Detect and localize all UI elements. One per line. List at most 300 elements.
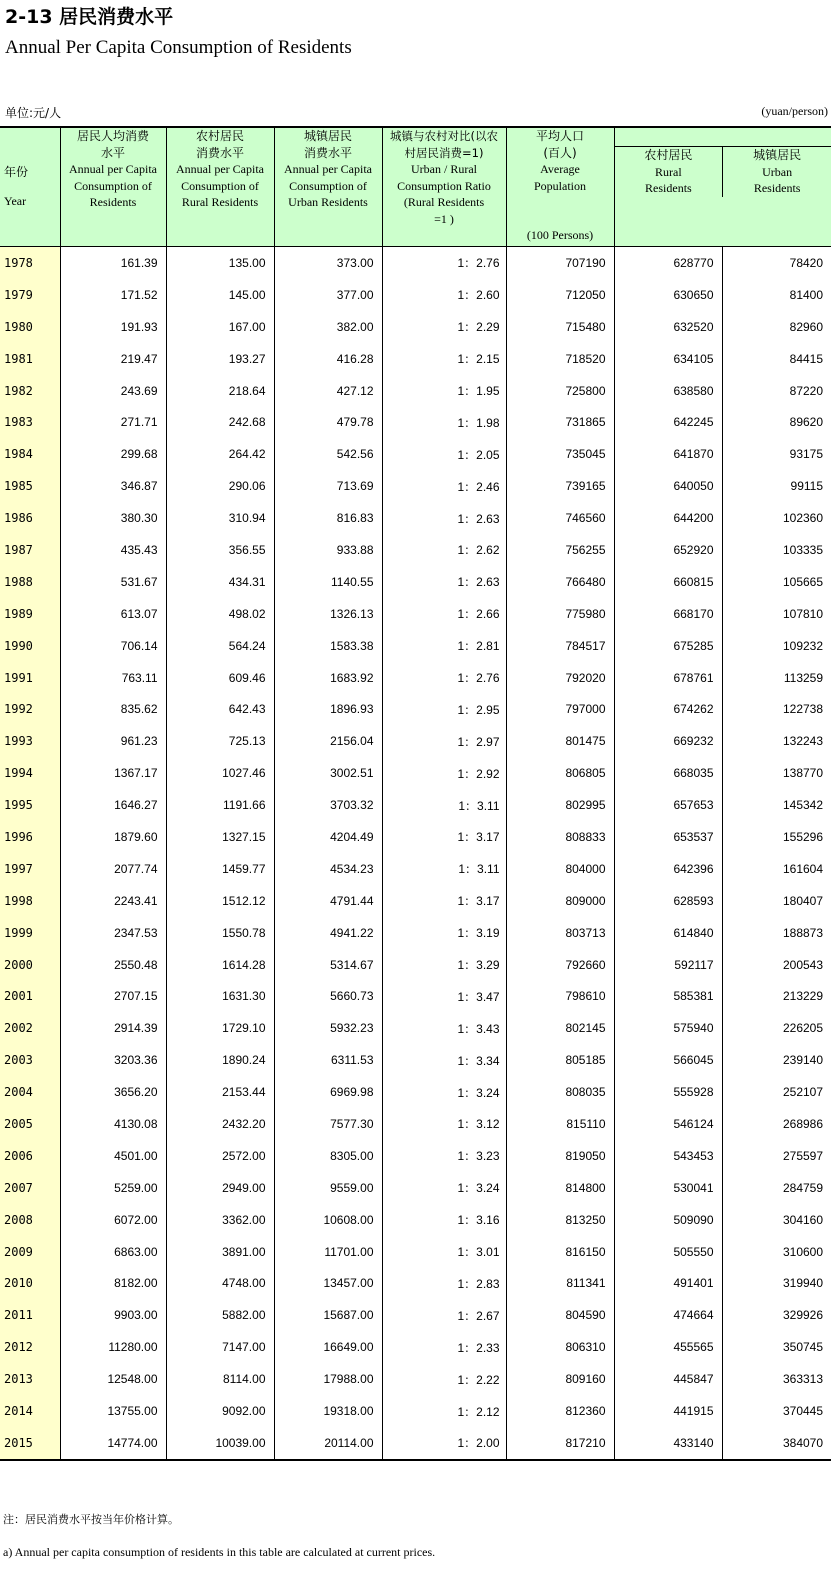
header-col5 bbox=[506, 127, 614, 247]
value-cell: 657653 bbox=[614, 789, 722, 821]
value-cell: 1：3.16 bbox=[382, 1204, 506, 1236]
value-cell: 191.93 bbox=[60, 311, 166, 343]
value-cell: 1：1.98 bbox=[382, 406, 506, 438]
page-title-cn: 2-13 居民消费水平 bbox=[5, 6, 174, 28]
value-cell: 1：3.01 bbox=[382, 1236, 506, 1268]
header-year-cn: 年份 bbox=[4, 165, 29, 180]
unit-label-cn: 单位:元/人 bbox=[5, 106, 62, 120]
table-row bbox=[0, 1044, 831, 1076]
table-row bbox=[0, 1299, 831, 1331]
value-cell: 641870 bbox=[614, 438, 722, 470]
value-cell: 1140.55 bbox=[274, 566, 382, 598]
value-cell: 1：3.17 bbox=[382, 821, 506, 853]
table-row bbox=[0, 375, 831, 407]
value-cell: 445847 bbox=[614, 1363, 722, 1395]
value-cell: 5882.00 bbox=[166, 1299, 274, 1331]
value-cell: 804000 bbox=[506, 853, 614, 885]
value-cell: 1：2.15 bbox=[382, 343, 506, 375]
value-cell: 304160 bbox=[722, 1204, 831, 1236]
value-cell: 815110 bbox=[506, 1108, 614, 1140]
value-cell: 706.14 bbox=[60, 630, 166, 662]
value-cell: 17988.00 bbox=[274, 1363, 382, 1395]
value-cell: 122738 bbox=[722, 693, 831, 725]
value-cell: 1：2.29 bbox=[382, 311, 506, 343]
year-cell: 1992 bbox=[0, 693, 60, 725]
value-cell: 1367.17 bbox=[60, 757, 166, 789]
value-cell: 2572.00 bbox=[166, 1140, 274, 1172]
year-cell: 1985 bbox=[0, 470, 60, 502]
value-cell: 792020 bbox=[506, 662, 614, 694]
value-cell: 809000 bbox=[506, 885, 614, 917]
table-row bbox=[0, 279, 831, 311]
value-cell: 707190 bbox=[506, 247, 614, 279]
value-cell: 113259 bbox=[722, 662, 831, 694]
table-row bbox=[0, 470, 831, 502]
value-cell: 310.94 bbox=[166, 502, 274, 534]
value-cell: 1550.78 bbox=[166, 917, 274, 949]
year-cell: 1983 bbox=[0, 406, 60, 438]
value-cell: 346.87 bbox=[60, 470, 166, 502]
value-cell: 775980 bbox=[506, 598, 614, 630]
table-row bbox=[0, 853, 831, 885]
value-cell: 763.11 bbox=[60, 662, 166, 694]
value-cell: 1：3.11 bbox=[382, 853, 506, 885]
year-cell: 1988 bbox=[0, 566, 60, 598]
unit-label-en: (yuan/person) bbox=[761, 104, 828, 118]
value-cell: 1：2.95 bbox=[382, 693, 506, 725]
value-cell: 725.13 bbox=[166, 725, 274, 757]
value-cell: 792660 bbox=[506, 949, 614, 981]
table-row bbox=[0, 1140, 831, 1172]
value-cell: 4534.23 bbox=[274, 853, 382, 885]
year-cell: 2014 bbox=[0, 1395, 60, 1427]
value-cell: 1631.30 bbox=[166, 980, 274, 1012]
year-cell: 1987 bbox=[0, 534, 60, 566]
value-cell: 2432.20 bbox=[166, 1108, 274, 1140]
header-col4-en: Urban / Rural Consumption Ratio (Rural Residents =1 ) bbox=[397, 162, 491, 226]
value-cell: 1：3.19 bbox=[382, 917, 506, 949]
table-body bbox=[0, 247, 831, 1460]
value-cell: 801475 bbox=[506, 725, 614, 757]
value-cell: 84415 bbox=[722, 343, 831, 375]
value-cell: 1683.92 bbox=[274, 662, 382, 694]
value-cell: 678761 bbox=[614, 662, 722, 694]
header-population-group bbox=[614, 127, 831, 247]
value-cell: 155296 bbox=[722, 821, 831, 853]
value-cell: 813250 bbox=[506, 1204, 614, 1236]
value-cell: 290.06 bbox=[166, 470, 274, 502]
year-cell: 1991 bbox=[0, 662, 60, 694]
value-cell: 816150 bbox=[506, 1236, 614, 1268]
value-cell: 642.43 bbox=[166, 693, 274, 725]
value-cell: 329926 bbox=[722, 1299, 831, 1331]
year-cell: 1986 bbox=[0, 502, 60, 534]
value-cell: 299.68 bbox=[60, 438, 166, 470]
value-cell: 82960 bbox=[722, 311, 831, 343]
value-cell: 5314.67 bbox=[274, 949, 382, 981]
value-cell: 271.71 bbox=[60, 406, 166, 438]
value-cell: 171.52 bbox=[60, 279, 166, 311]
value-cell: 382.00 bbox=[274, 311, 382, 343]
year-cell: 2007 bbox=[0, 1172, 60, 1204]
value-cell: 1459.77 bbox=[166, 853, 274, 885]
value-cell: 416.28 bbox=[274, 343, 382, 375]
value-cell: 630650 bbox=[614, 279, 722, 311]
value-cell: 1614.28 bbox=[166, 949, 274, 981]
value-cell: 1：3.47 bbox=[382, 980, 506, 1012]
value-cell: 1：3.23 bbox=[382, 1140, 506, 1172]
value-cell: 99115 bbox=[722, 470, 831, 502]
value-cell: 3002.51 bbox=[274, 757, 382, 789]
value-cell: 1：2.60 bbox=[382, 279, 506, 311]
value-cell: 103335 bbox=[722, 534, 831, 566]
year-cell: 1999 bbox=[0, 917, 60, 949]
value-cell: 669232 bbox=[614, 725, 722, 757]
value-cell: 1027.46 bbox=[166, 757, 274, 789]
value-cell: 817210 bbox=[506, 1427, 614, 1460]
value-cell: 1：3.17 bbox=[382, 885, 506, 917]
value-cell: 797000 bbox=[506, 693, 614, 725]
table-row bbox=[0, 630, 831, 662]
value-cell: 9092.00 bbox=[166, 1395, 274, 1427]
header-col3-cn: 城镇居民消费水平 bbox=[303, 129, 352, 160]
value-cell: 1：3.12 bbox=[382, 1108, 506, 1140]
value-cell: 546124 bbox=[614, 1108, 722, 1140]
value-cell: 11701.00 bbox=[274, 1236, 382, 1268]
value-cell: 268986 bbox=[722, 1108, 831, 1140]
year-cell: 2015 bbox=[0, 1427, 60, 1460]
value-cell: 784517 bbox=[506, 630, 614, 662]
value-cell: 933.88 bbox=[274, 534, 382, 566]
table-row bbox=[0, 917, 831, 949]
value-cell: 135.00 bbox=[166, 247, 274, 279]
value-cell: 642245 bbox=[614, 406, 722, 438]
value-cell: 1646.27 bbox=[60, 789, 166, 821]
value-cell: 1583.38 bbox=[274, 630, 382, 662]
table-row bbox=[0, 534, 831, 566]
table-row bbox=[0, 693, 831, 725]
table-row bbox=[0, 566, 831, 598]
value-cell: 1896.93 bbox=[274, 693, 382, 725]
table-row bbox=[0, 502, 831, 534]
value-cell: 93175 bbox=[722, 438, 831, 470]
year-cell: 1981 bbox=[0, 343, 60, 375]
year-cell: 2009 bbox=[0, 1236, 60, 1268]
header-col5-unit: (100 Persons) bbox=[526, 228, 594, 243]
year-cell: 1980 bbox=[0, 311, 60, 343]
value-cell: 564.24 bbox=[166, 630, 274, 662]
value-cell: 243.69 bbox=[60, 375, 166, 407]
header-col1-cn: 居民人均消费水平 bbox=[76, 129, 149, 160]
value-cell: 808833 bbox=[506, 821, 614, 853]
value-cell: 1：2.63 bbox=[382, 566, 506, 598]
table-row bbox=[0, 949, 831, 981]
table-row bbox=[0, 406, 831, 438]
value-cell: 1：1.95 bbox=[382, 375, 506, 407]
header-col5-en: Average Population bbox=[533, 162, 586, 193]
value-cell: 13457.00 bbox=[274, 1268, 382, 1300]
consumption-table bbox=[0, 126, 831, 1461]
value-cell: 638580 bbox=[614, 375, 722, 407]
value-cell: 811341 bbox=[506, 1268, 614, 1300]
year-cell: 2004 bbox=[0, 1076, 60, 1108]
value-cell: 1：2.92 bbox=[382, 757, 506, 789]
table-row bbox=[0, 1268, 831, 1300]
year-cell: 1990 bbox=[0, 630, 60, 662]
value-cell: 4204.49 bbox=[274, 821, 382, 853]
value-cell: 145.00 bbox=[166, 279, 274, 311]
value-cell: 10039.00 bbox=[166, 1427, 274, 1460]
value-cell: 814800 bbox=[506, 1172, 614, 1204]
year-cell: 2006 bbox=[0, 1140, 60, 1172]
table-row bbox=[0, 1363, 831, 1395]
value-cell: 356.55 bbox=[166, 534, 274, 566]
value-cell: 634105 bbox=[614, 343, 722, 375]
year-cell: 2010 bbox=[0, 1268, 60, 1300]
page-title-en: Annual Per Capita Consumption of Residents bbox=[5, 37, 352, 58]
year-cell: 1998 bbox=[0, 885, 60, 917]
value-cell: 1：2.46 bbox=[382, 470, 506, 502]
value-cell: 613.07 bbox=[60, 598, 166, 630]
value-cell: 20114.00 bbox=[274, 1427, 382, 1460]
header-col3-en: Annual per Capita Consumption of Urban Residents bbox=[284, 162, 372, 210]
value-cell: 1729.10 bbox=[166, 1012, 274, 1044]
value-cell: 808035 bbox=[506, 1076, 614, 1108]
value-cell: 802995 bbox=[506, 789, 614, 821]
value-cell: 731865 bbox=[506, 406, 614, 438]
value-cell: 3703.32 bbox=[274, 789, 382, 821]
value-cell: 167.00 bbox=[166, 311, 274, 343]
year-cell: 1994 bbox=[0, 757, 60, 789]
value-cell: 2243.41 bbox=[60, 885, 166, 917]
value-cell: 3891.00 bbox=[166, 1236, 274, 1268]
year-cell: 1997 bbox=[0, 853, 60, 885]
value-cell: 213229 bbox=[722, 980, 831, 1012]
value-cell: 628593 bbox=[614, 885, 722, 917]
value-cell: 628770 bbox=[614, 247, 722, 279]
value-cell: 161604 bbox=[722, 853, 831, 885]
value-cell: 756255 bbox=[506, 534, 614, 566]
value-cell: 138770 bbox=[722, 757, 831, 789]
value-cell: 543453 bbox=[614, 1140, 722, 1172]
value-cell: 1：2.67 bbox=[382, 1299, 506, 1331]
value-cell: 11280.00 bbox=[60, 1331, 166, 1363]
year-cell: 1993 bbox=[0, 725, 60, 757]
header-group-spacer bbox=[615, 128, 832, 147]
value-cell: 435.43 bbox=[60, 534, 166, 566]
header-col5-cn: 平均人口(百人) bbox=[535, 129, 584, 160]
value-cell: 1：3.43 bbox=[382, 1012, 506, 1044]
value-cell: 660815 bbox=[614, 566, 722, 598]
value-cell: 479.78 bbox=[274, 406, 382, 438]
value-cell: 102360 bbox=[722, 502, 831, 534]
value-cell: 4501.00 bbox=[60, 1140, 166, 1172]
value-cell: 1：2.63 bbox=[382, 502, 506, 534]
header-col7-cn: 城镇居民 bbox=[753, 148, 802, 162]
value-cell: 433140 bbox=[614, 1427, 722, 1460]
value-cell: 1：2.00 bbox=[382, 1427, 506, 1460]
year-cell: 1996 bbox=[0, 821, 60, 853]
value-cell: 145342 bbox=[722, 789, 831, 821]
value-cell: 491401 bbox=[614, 1268, 722, 1300]
header-col7-en: Urban Residents bbox=[753, 164, 801, 196]
table-row bbox=[0, 1108, 831, 1140]
value-cell: 5259.00 bbox=[60, 1172, 166, 1204]
value-cell: 1：2.62 bbox=[382, 534, 506, 566]
value-cell: 107810 bbox=[722, 598, 831, 630]
value-cell: 798610 bbox=[506, 980, 614, 1012]
value-cell: 275597 bbox=[722, 1140, 831, 1172]
table-row bbox=[0, 1204, 831, 1236]
value-cell: 200543 bbox=[722, 949, 831, 981]
value-cell: 4791.44 bbox=[274, 885, 382, 917]
table-row bbox=[0, 1012, 831, 1044]
value-cell: 3656.20 bbox=[60, 1076, 166, 1108]
value-cell: 653537 bbox=[614, 821, 722, 853]
value-cell: 509090 bbox=[614, 1204, 722, 1236]
value-cell: 2077.74 bbox=[60, 853, 166, 885]
value-cell: 1191.66 bbox=[166, 789, 274, 821]
value-cell: 806310 bbox=[506, 1331, 614, 1363]
value-cell: 2949.00 bbox=[166, 1172, 274, 1204]
value-cell: 363313 bbox=[722, 1363, 831, 1395]
value-cell: 806805 bbox=[506, 757, 614, 789]
year-cell: 2001 bbox=[0, 980, 60, 1012]
year-cell: 1984 bbox=[0, 438, 60, 470]
year-cell: 1978 bbox=[0, 247, 60, 279]
value-cell: 531.67 bbox=[60, 566, 166, 598]
year-cell: 2011 bbox=[0, 1299, 60, 1331]
header-year bbox=[0, 127, 60, 247]
value-cell: 809160 bbox=[506, 1363, 614, 1395]
value-cell: 188873 bbox=[722, 917, 831, 949]
value-cell: 252107 bbox=[722, 1076, 831, 1108]
table-row bbox=[0, 1427, 831, 1460]
value-cell: 674262 bbox=[614, 693, 722, 725]
value-cell: 1890.24 bbox=[166, 1044, 274, 1076]
table-row bbox=[0, 247, 831, 279]
value-cell: 1326.13 bbox=[274, 598, 382, 630]
value-cell: 380.30 bbox=[60, 502, 166, 534]
value-cell: 644200 bbox=[614, 502, 722, 534]
value-cell: 1：3.29 bbox=[382, 949, 506, 981]
value-cell: 640050 bbox=[614, 470, 722, 502]
value-cell: 566045 bbox=[614, 1044, 722, 1076]
value-cell: 8182.00 bbox=[60, 1268, 166, 1300]
value-cell: 14774.00 bbox=[60, 1427, 166, 1460]
value-cell: 961.23 bbox=[60, 725, 166, 757]
value-cell: 675285 bbox=[614, 630, 722, 662]
value-cell: 319940 bbox=[722, 1268, 831, 1300]
value-cell: 219.47 bbox=[60, 343, 166, 375]
year-cell: 2005 bbox=[0, 1108, 60, 1140]
value-cell: 4748.00 bbox=[166, 1268, 274, 1300]
value-cell: 373.00 bbox=[274, 247, 382, 279]
value-cell: 739165 bbox=[506, 470, 614, 502]
value-cell: 264.42 bbox=[166, 438, 274, 470]
value-cell: 1：2.81 bbox=[382, 630, 506, 662]
value-cell: 1：2.76 bbox=[382, 247, 506, 279]
table-row bbox=[0, 1172, 831, 1204]
year-cell: 2012 bbox=[0, 1331, 60, 1363]
year-cell: 2000 bbox=[0, 949, 60, 981]
value-cell: 384070 bbox=[722, 1427, 831, 1460]
value-cell: 498.02 bbox=[166, 598, 274, 630]
value-cell: 89620 bbox=[722, 406, 831, 438]
value-cell: 310600 bbox=[722, 1236, 831, 1268]
value-cell: 805185 bbox=[506, 1044, 614, 1076]
value-cell: 15687.00 bbox=[274, 1299, 382, 1331]
value-cell: 109232 bbox=[722, 630, 831, 662]
value-cell: 530041 bbox=[614, 1172, 722, 1204]
header-year-en: Year bbox=[4, 194, 27, 208]
year-cell: 1989 bbox=[0, 598, 60, 630]
value-cell: 81400 bbox=[722, 279, 831, 311]
header-col7 bbox=[722, 147, 831, 197]
value-cell: 1：2.12 bbox=[382, 1395, 506, 1427]
value-cell: 9559.00 bbox=[274, 1172, 382, 1204]
value-cell: 9903.00 bbox=[60, 1299, 166, 1331]
year-cell: 1995 bbox=[0, 789, 60, 821]
year-cell: 2002 bbox=[0, 1012, 60, 1044]
header-col2-en: Annual per Capita Consumption of Rural Residents bbox=[176, 162, 264, 210]
table-row bbox=[0, 1331, 831, 1363]
value-cell: 1512.12 bbox=[166, 885, 274, 917]
value-cell: 180407 bbox=[722, 885, 831, 917]
value-cell: 7147.00 bbox=[166, 1331, 274, 1363]
value-cell: 1：3.24 bbox=[382, 1076, 506, 1108]
header-col3 bbox=[274, 127, 382, 247]
value-cell: 4941.22 bbox=[274, 917, 382, 949]
value-cell: 803713 bbox=[506, 917, 614, 949]
value-cell: 1327.15 bbox=[166, 821, 274, 853]
value-cell: 713.69 bbox=[274, 470, 382, 502]
value-cell: 1：3.11 bbox=[382, 789, 506, 821]
header-col4-cn: 城镇与农村对比(以农村居民消费=1) bbox=[390, 129, 498, 160]
header-col6-en: Rural Residents bbox=[645, 164, 692, 196]
value-cell: 609.46 bbox=[166, 662, 274, 694]
value-cell: 78420 bbox=[722, 247, 831, 279]
header-col2 bbox=[166, 127, 274, 247]
value-cell: 6969.98 bbox=[274, 1076, 382, 1108]
value-cell: 1：2.76 bbox=[382, 662, 506, 694]
value-cell: 1：2.22 bbox=[382, 1363, 506, 1395]
value-cell: 474664 bbox=[614, 1299, 722, 1331]
value-cell: 1：2.97 bbox=[382, 725, 506, 757]
footnote-cn: 注：居民消费水平按当年价格计算。 bbox=[3, 1513, 179, 1526]
value-cell: 632520 bbox=[614, 311, 722, 343]
value-cell: 218.64 bbox=[166, 375, 274, 407]
year-cell: 1979 bbox=[0, 279, 60, 311]
value-cell: 105665 bbox=[722, 566, 831, 598]
value-cell: 1：2.83 bbox=[382, 1268, 506, 1300]
value-cell: 804590 bbox=[506, 1299, 614, 1331]
value-cell: 434.31 bbox=[166, 566, 274, 598]
year-cell: 2003 bbox=[0, 1044, 60, 1076]
value-cell: 6072.00 bbox=[60, 1204, 166, 1236]
value-cell: 812360 bbox=[506, 1395, 614, 1427]
value-cell: 1：2.66 bbox=[382, 598, 506, 630]
value-cell: 642396 bbox=[614, 853, 722, 885]
value-cell: 12548.00 bbox=[60, 1363, 166, 1395]
value-cell: 10608.00 bbox=[274, 1204, 382, 1236]
value-cell: 1：3.34 bbox=[382, 1044, 506, 1076]
value-cell: 1：3.24 bbox=[382, 1172, 506, 1204]
value-cell: 766480 bbox=[506, 566, 614, 598]
header-col6 bbox=[615, 147, 723, 197]
value-cell: 3362.00 bbox=[166, 1204, 274, 1236]
value-cell: 715480 bbox=[506, 311, 614, 343]
